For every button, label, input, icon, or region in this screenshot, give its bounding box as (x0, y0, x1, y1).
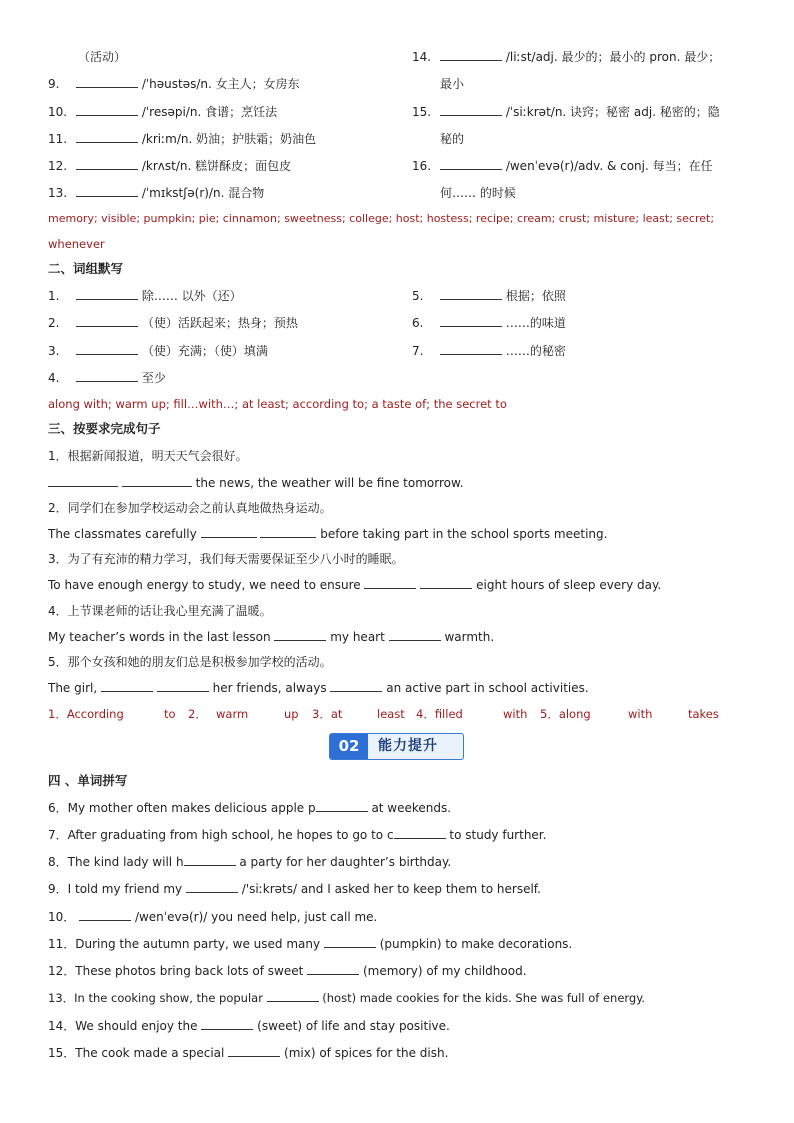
phrase-item-7 (412, 343, 566, 359)
sentence-text: 12．These photos bring back lots of sweet (48, 964, 304, 978)
answer-blank[interactable] (76, 315, 138, 327)
section-title-sentences: 三、按要求完成句子 (48, 421, 161, 436)
item-number: 11. (48, 132, 68, 146)
answer-blank[interactable] (76, 131, 138, 143)
phrase-item-4 (48, 370, 166, 386)
phrase-item-6 (412, 315, 566, 331)
spelling-item-8 (48, 854, 451, 870)
answer-blank[interactable] (122, 475, 192, 487)
answer-blank[interactable] (157, 680, 209, 692)
sentence-text: 11．During the autumn party, we used many (48, 937, 321, 951)
answer-token: 4．filled (416, 707, 463, 721)
item-number: 2. (48, 316, 60, 330)
answer-blank[interactable] (228, 1045, 280, 1057)
item-number: 10. (48, 105, 68, 119)
vocab-item-13 (48, 185, 264, 201)
item-number: 12. (48, 159, 68, 173)
vocab-definition: /ˈmɪkstʃə(r)/n. 混合物 (141, 186, 265, 200)
answer-token: to (164, 707, 176, 721)
phrase-meaning: 至少 (141, 371, 166, 385)
phrase-meaning: 除…… 以外（还） (141, 289, 242, 303)
sentence-3-chinese: 3．为了有充沛的精力学习，我们每天需要保证至少八小时的睡眠。 (48, 552, 404, 566)
answer-token: 5．along (540, 707, 591, 721)
answer-token: up (284, 707, 299, 721)
answer-blank[interactable] (440, 49, 502, 61)
sentence-text: (host) made cookies for the kids. She was full of energy. (322, 991, 646, 1005)
vocab-item-11 (48, 131, 316, 147)
answer-blank[interactable] (201, 526, 257, 538)
sentence-text: The girl, (48, 681, 98, 695)
phrase-meaning: ……的味道 (505, 316, 566, 330)
answer-blank[interactable] (440, 315, 502, 327)
sentence-5-chinese: 5．那个女孩和她的朋友们总是积极参加学校的活动。 (48, 655, 332, 669)
answer-blank[interactable] (201, 1018, 253, 1030)
phrase-meaning: ……的秘密 (505, 344, 566, 358)
sentence-1-english (48, 475, 464, 491)
answer-blank[interactable] (389, 629, 441, 641)
section-badge (329, 733, 464, 760)
answer-blank[interactable] (324, 936, 376, 948)
spelling-item-11 (48, 936, 572, 952)
sentence-text: 15．The cook made a special (48, 1046, 225, 1060)
spelling-item-7 (48, 827, 546, 843)
badge-label: 能力提升 (378, 738, 438, 754)
answer-token: 1．According (48, 707, 124, 721)
item-number: 13. (48, 186, 68, 200)
vocab-left-continuation: （活动） (78, 50, 127, 64)
answer-blank[interactable] (76, 76, 138, 88)
section-title-spelling: 四 、单词拼写 (48, 773, 128, 788)
vocab-answer-key-cont: whenever (48, 237, 105, 251)
answer-token: 2． (188, 707, 207, 721)
spelling-item-15 (48, 1045, 448, 1061)
spelling-item-13 (48, 990, 645, 1006)
answer-blank[interactable] (184, 854, 236, 866)
sentence-text: 7．After graduating from high school, he hopes to go to c (48, 828, 394, 842)
sentence-text: my heart (330, 630, 385, 644)
answer-blank[interactable] (76, 158, 138, 170)
vocab-definition: /liːst/adj. 最少的；最小的 pron. 最少； (505, 50, 721, 64)
answer-blank[interactable] (76, 104, 138, 116)
answer-blank[interactable] (316, 800, 368, 812)
vocab-item-14 (412, 49, 720, 65)
item-number: 14. (412, 50, 432, 64)
item-number: 4. (48, 371, 60, 385)
sentence-text: 14．We should enjoy the (48, 1019, 198, 1033)
phrase-meaning: 根据；依照 (505, 289, 566, 303)
item-number: 1. (48, 289, 60, 303)
vocab-definition: /krʌst/n. 糕饼酥皮；面包皮 (141, 159, 292, 173)
answer-blank[interactable] (76, 288, 138, 300)
spelling-item-12 (48, 963, 527, 979)
sentence-text: (sweet) of life and stay positive. (257, 1019, 450, 1033)
sentence-text: To have enough energy to study, we need to ensure (48, 578, 361, 592)
answer-token: 3．at (312, 707, 343, 721)
vocab-item-14-cont: 最小 (440, 77, 465, 91)
item-number: 7. (412, 344, 424, 358)
vocab-definition: /ˈsiːkrət/n. 诀窍；秘密 adj. 秘密的；隐 (505, 105, 720, 119)
item-number: 5. (412, 289, 424, 303)
answer-token: takes (688, 707, 719, 721)
vocab-definition: /kriːm/n. 奶油；护肤霜；奶油色 (141, 132, 317, 146)
phrase-meaning: （使）活跃起来；热身；预热 (141, 316, 298, 330)
item-number: 15. (412, 105, 432, 119)
answer-token: least (377, 707, 405, 721)
badge-number: 02 (330, 734, 368, 759)
answer-token: warm (216, 707, 249, 721)
answer-blank[interactable] (307, 963, 359, 975)
sentence-2-english (48, 526, 607, 542)
answer-blank[interactable] (79, 909, 131, 921)
phrase-item-2 (48, 315, 298, 331)
vocab-answer-key: memory; visible; pumpkin; pie; cinnamon; sweetness; college; host; hostess; recipe; cream; crust; misture; least; secret; (48, 212, 715, 225)
answer-blank[interactable] (440, 288, 502, 300)
sentence-text: /'siːkrəts/ and I asked her to keep them to herself. (241, 882, 541, 896)
sentence-2-chinese: 2．同学们在参加学校运动会之前认真地做热身运动。 (48, 501, 332, 515)
section-title-phrases: 二、词组默写 (48, 261, 124, 276)
sentence-text: her friends, always (212, 681, 327, 695)
vocab-item-10 (48, 104, 277, 120)
answer-blank[interactable] (274, 629, 326, 641)
item-number: 9. (48, 77, 60, 91)
sentence-text: 9．I told my friend my (48, 882, 183, 896)
phrase-item-1 (48, 288, 242, 304)
phrase-meaning: （使）充满；（使）填满 (141, 344, 268, 358)
answer-blank[interactable] (267, 990, 319, 1002)
sentence-text: before taking part in the school sports meeting. (320, 527, 608, 541)
answer-blank[interactable] (440, 104, 502, 116)
vocab-item-16-cont: 何…… 的时候 (440, 186, 516, 200)
answer-blank[interactable] (76, 343, 138, 355)
sentence-text: an active part in school activities. (386, 681, 589, 695)
answer-blank[interactable] (186, 881, 238, 893)
vocab-item-12 (48, 158, 291, 174)
answer-token: with (503, 707, 528, 721)
spelling-item-6 (48, 800, 451, 816)
answer-blank[interactable] (76, 185, 138, 197)
vocab-item-16 (412, 158, 713, 174)
sentence-text: /wenˈevə(r)/ you need help, just call me. (134, 910, 378, 924)
answer-token: with (628, 707, 653, 721)
sentence-text: the news, the weather will be fine tomorrow. (195, 476, 464, 490)
sentence-text: 6．My mother often makes delicious apple p (48, 801, 316, 815)
vocab-item-15-cont: 秘的 (440, 132, 465, 146)
vocab-item-9 (48, 76, 300, 92)
answer-blank[interactable] (260, 526, 316, 538)
answer-blank[interactable] (48, 475, 118, 487)
vocab-item-15 (412, 104, 720, 120)
phrase-item-3 (48, 343, 268, 359)
answer-blank[interactable] (440, 343, 502, 355)
item-number: 16. (412, 159, 432, 173)
sentence-4-chinese: 4．上节课老师的话让我心里充满了温暖。 (48, 604, 272, 618)
spelling-item-14 (48, 1018, 450, 1034)
sentence-text: (mix) of spices for the dish. (284, 1046, 449, 1060)
sentence-text: a party for her daughter’s birthday. (239, 855, 452, 869)
sentence-5-english (48, 680, 589, 696)
answer-blank[interactable] (330, 680, 382, 692)
sentence-text: eight hours of sleep every day. (476, 578, 662, 592)
phrase-item-5 (412, 288, 566, 304)
sentence-text: (memory) of my childhood. (363, 964, 527, 978)
answer-blank[interactable] (440, 158, 502, 170)
sentence-4-english (48, 629, 494, 645)
sentence-text: (pumpkin) to make decorations. (379, 937, 573, 951)
vocab-definition: /ˈresəpi/n. 食谱；烹饪法 (141, 105, 278, 119)
sentence-text: 13．In the cooking show, the popular (48, 991, 263, 1005)
sentence-1-chinese: 1．根据新闻报道，明天天气会很好。 (48, 449, 248, 463)
sentence-text: to study further. (449, 828, 547, 842)
item-number: 3. (48, 344, 60, 358)
spelling-item-10 (48, 909, 377, 925)
sentence-text: warmth. (444, 630, 495, 644)
answer-blank[interactable] (101, 680, 153, 692)
answer-blank[interactable] (420, 577, 472, 589)
answer-blank[interactable] (394, 827, 446, 839)
phrase-answer-key: along with; warm up; fill…with…; at least; according to; a taste of; the secret to (48, 397, 507, 411)
spelling-item-9 (48, 881, 541, 897)
sentence-text: 10． (48, 910, 76, 924)
sentence-text: at weekends. (371, 801, 452, 815)
sentence-3-english (48, 577, 661, 593)
sentence-text: 8．The kind lady will h (48, 855, 184, 869)
sentence-text: The classmates carefully (48, 527, 197, 541)
vocab-definition: /ˈhəustəs/n. 女主人；女房东 (141, 77, 300, 91)
answer-blank[interactable] (364, 577, 416, 589)
item-number: 6. (412, 316, 424, 330)
answer-blank[interactable] (76, 370, 138, 382)
vocab-definition: /wenˈevə(r)/adv. & conj. 每当；在任 (505, 159, 713, 173)
sentence-text: My teacher’s words in the last lesson (48, 630, 271, 644)
